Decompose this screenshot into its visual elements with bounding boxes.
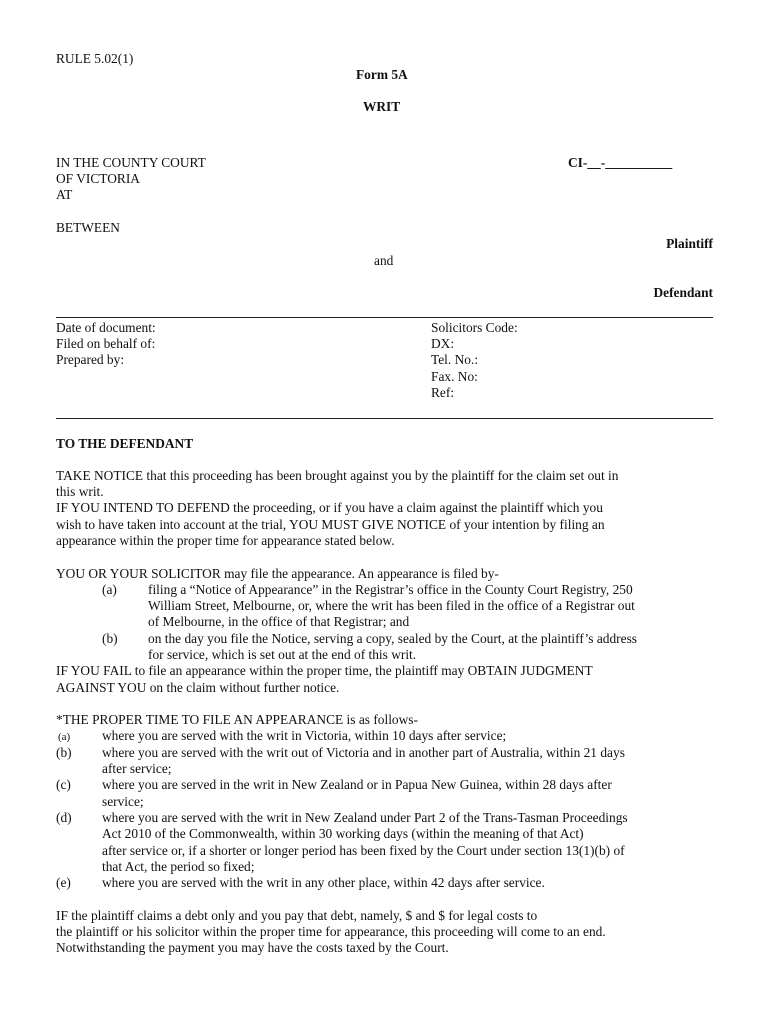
filed-on-behalf-label: Filed on behalf of:: [56, 336, 156, 351]
proper-time-intro: *THE PROPER TIME TO FILE AN APPEARANCE is as follows-: [56, 712, 418, 727]
paragraph-line: wish to have taken into account at the trial, YOU MUST GIVE NOTICE of your intention by filing an: [56, 517, 605, 532]
paragraph-line: appearance within the proper time for appearance stated below.: [56, 533, 395, 548]
paragraph-line: TAKE NOTICE that this proceeding has been brought against you by the plaintiff for the claim set out in: [56, 468, 619, 483]
list-item-text: service;: [102, 794, 144, 809]
list-item-text: after service or, if a shorter or longer period has been fixed by the Court under section 13(1)(b) of: [102, 843, 625, 858]
paragraph-line: IF YOU FAIL to file an appearance within the proper time, the plaintiff may OBTAIN JUDGMENT: [56, 663, 593, 678]
court-name-line2: OF VICTORIA: [56, 171, 140, 186]
appearance-intro: YOU OR YOUR SOLICITOR may file the appearance. An appearance is filed by-: [56, 566, 499, 581]
paragraph-line: IF the plaintiff claims a debt only and you pay that debt, namely, $ and $ for legal costs to: [56, 908, 538, 923]
paragraph-line: the plaintiff or his solicitor within the proper time for appearance, this proceeding will come to an end.: [56, 924, 606, 939]
list-item-label: (c): [56, 777, 71, 792]
list-item-label: (a): [102, 582, 117, 597]
prepared-by-label: Prepared by:: [56, 352, 125, 367]
list-item-text: William Street, Melbourne, or, where the writ has been filed in the office of a Registrar out: [148, 598, 635, 613]
list-item-label: (d): [56, 810, 72, 825]
list-item-text: filing a “Notice of Appearance” in the Registrar’s office in the County Court Registry, 250: [148, 582, 633, 597]
paragraph-line: Notwithstanding the payment you may have the costs taxed by the Court.: [56, 940, 449, 955]
list-item-text: where you are served with the writ in New Zealand under Part 2 of the Trans-Tasman Proceedings: [102, 810, 628, 825]
paragraph-line: AGAINST YOU on the claim without further notice.: [56, 680, 340, 695]
list-item-text: where you are served with the writ in Victoria, within 10 days after service;: [102, 728, 507, 743]
court-name-line1: IN THE COUNTY COURT: [56, 155, 206, 170]
ref-label: Ref:: [431, 385, 455, 400]
list-item-text: that Act, the period so fixed;: [102, 859, 255, 874]
form-number: Form 5A: [356, 67, 408, 82]
list-item-label: (b): [56, 745, 72, 760]
and-label: and: [374, 253, 394, 268]
list-item-text: Act 2010 of the Commonwealth, within 30 working days (within the meaning of that Act): [102, 826, 584, 841]
defendant-label: Defendant: [653, 285, 713, 300]
plaintiff-label: Plaintiff: [666, 236, 713, 251]
paragraph-line: this writ.: [56, 484, 104, 499]
list-item-text: where you are served in the writ in New Zealand or in Papua New Guinea, within 28 days after: [102, 777, 612, 792]
divider-top: [56, 317, 713, 318]
document-title: WRIT: [363, 99, 401, 114]
solicitors-code-label: Solicitors Code:: [431, 320, 518, 335]
list-item-text: after service;: [102, 761, 172, 776]
list-item-text: where you are served with the writ out of Victoria and in another part of Australia, within 21 days: [102, 745, 625, 760]
paragraph-line: IF YOU INTEND TO DEFEND the proceeding, or if you have a claim against the plaintiff which you: [56, 500, 603, 515]
date-of-document-label: Date of document:: [56, 320, 156, 335]
list-item-text: on the day you file the Notice, serving a copy, sealed by the Court, at the plaintiff’s address: [148, 631, 637, 646]
case-number: CI-__-__________: [568, 155, 673, 170]
list-item-label: (a): [58, 731, 71, 743]
dx-label: DX:: [431, 336, 455, 351]
list-item-text: of Melbourne, in the office of that Registrar; and: [148, 614, 410, 629]
list-item-label: (e): [56, 875, 71, 890]
fax-label: Fax. No:: [431, 369, 478, 384]
list-item-label: (b): [102, 631, 118, 646]
tel-label: Tel. No.:: [431, 352, 479, 367]
rule-reference: RULE 5.02(1): [56, 51, 134, 66]
list-item-text: where you are served with the writ in any other place, within 42 days after service.: [102, 875, 545, 890]
between-label: BETWEEN: [56, 220, 120, 235]
section-heading: TO THE DEFENDANT: [56, 436, 194, 451]
court-location: AT: [56, 187, 73, 202]
list-item-text: for service, which is set out at the end of this writ.: [148, 647, 417, 662]
divider-bottom: [56, 418, 713, 419]
